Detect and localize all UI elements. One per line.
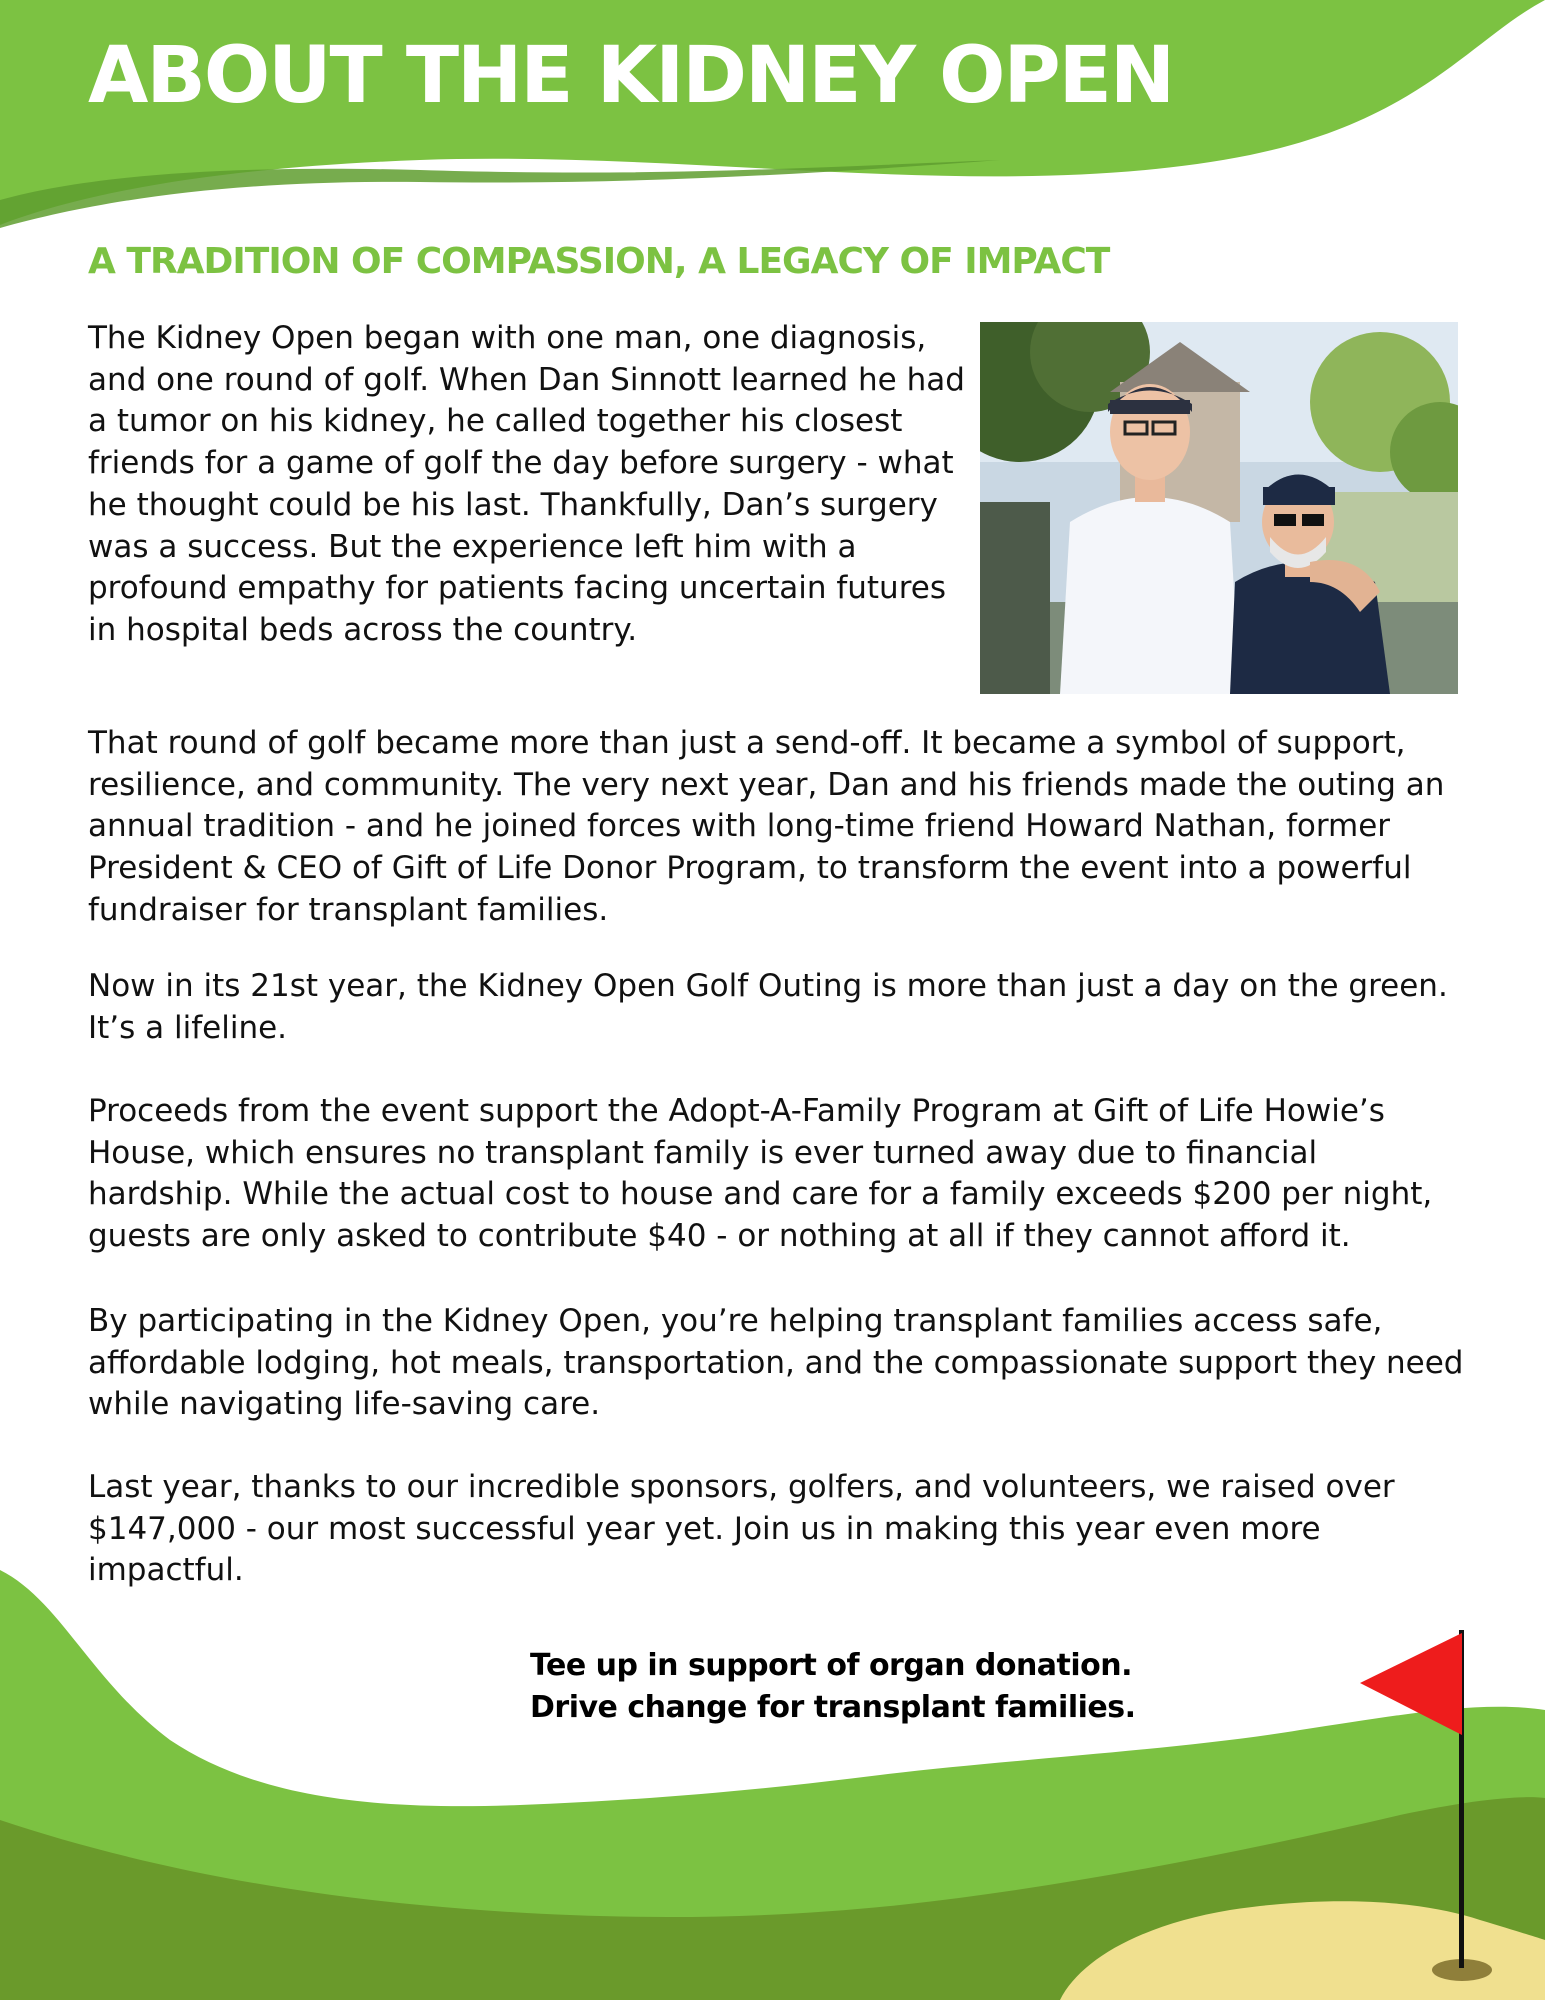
story-paragraph-participation: By participating in the Kidney Open, you’re helping transplant families access safe, affordable lodging, hot meals, transportation, and the compassionate support they need while navigating life-saving care. [88, 1303, 1464, 1423]
golfers-photo [980, 322, 1458, 694]
story-paragraph-lifeline: Now in its 21st year, the Kidney Open Golf Outing is more than just a day on the green. It’s a lifeline. [88, 968, 1448, 1046]
golf-course-footer-illustration [0, 1560, 1545, 2000]
section-subtitle: A TRADITION OF COMPASSION, A LEGACY OF IMPACT [88, 241, 1110, 282]
story-paragraph-tradition: That round of golf became more than just a send-off. It became a symbol of support, resilience, and community. The very next year, Dan and his friends made the outing an annual tradition - and he joined forces with long-time friend Howard Nathan, former President & CEO of Gift of Life Donor Program, to transform the event into a powerful fundraiser for transplant families. [88, 725, 1445, 928]
golf-flag-icon [1350, 1625, 1500, 1995]
tagline-line-1: Tee up in support of organ donation. [530, 1648, 1133, 1683]
tagline-line-2: Drive change for transplant families. [530, 1690, 1136, 1725]
tagline [530, 1645, 1135, 1729]
story-paragraph-proceeds: Proceeds from the event support the Adopt-A-Family Program at Gift of Life Howie’s House, which ensures no transplant family is ever turned away due to financial hardship. While the actual cost to house and care for a family exceeds $200 per night, guests are only asked to contribute $40 - or nothing at all if they cannot afford it. [88, 1093, 1433, 1255]
page-title: ABOUT THE KIDNEY OPEN [88, 31, 1174, 121]
story-paragraph-origin: The Kidney Open began with one man, one diagnosis, and one round of golf. When Dan Sinnott learned he had a tumor on his kidney, he called together his closest friends for a game of golf the day before surgery - what he thought could be his last. Thankfully, Dan’s surgery was a success. But the experience left him with a profound empathy for patients facing uncertain futures in hospital beds across the country. [88, 320, 965, 648]
story-paragraph-results: Last year, thanks to our incredible sponsors, golfers, and volunteers, we raised over $147,000 - our most successful year yet. Join us in making this year even more impactful. [88, 1469, 1395, 1589]
